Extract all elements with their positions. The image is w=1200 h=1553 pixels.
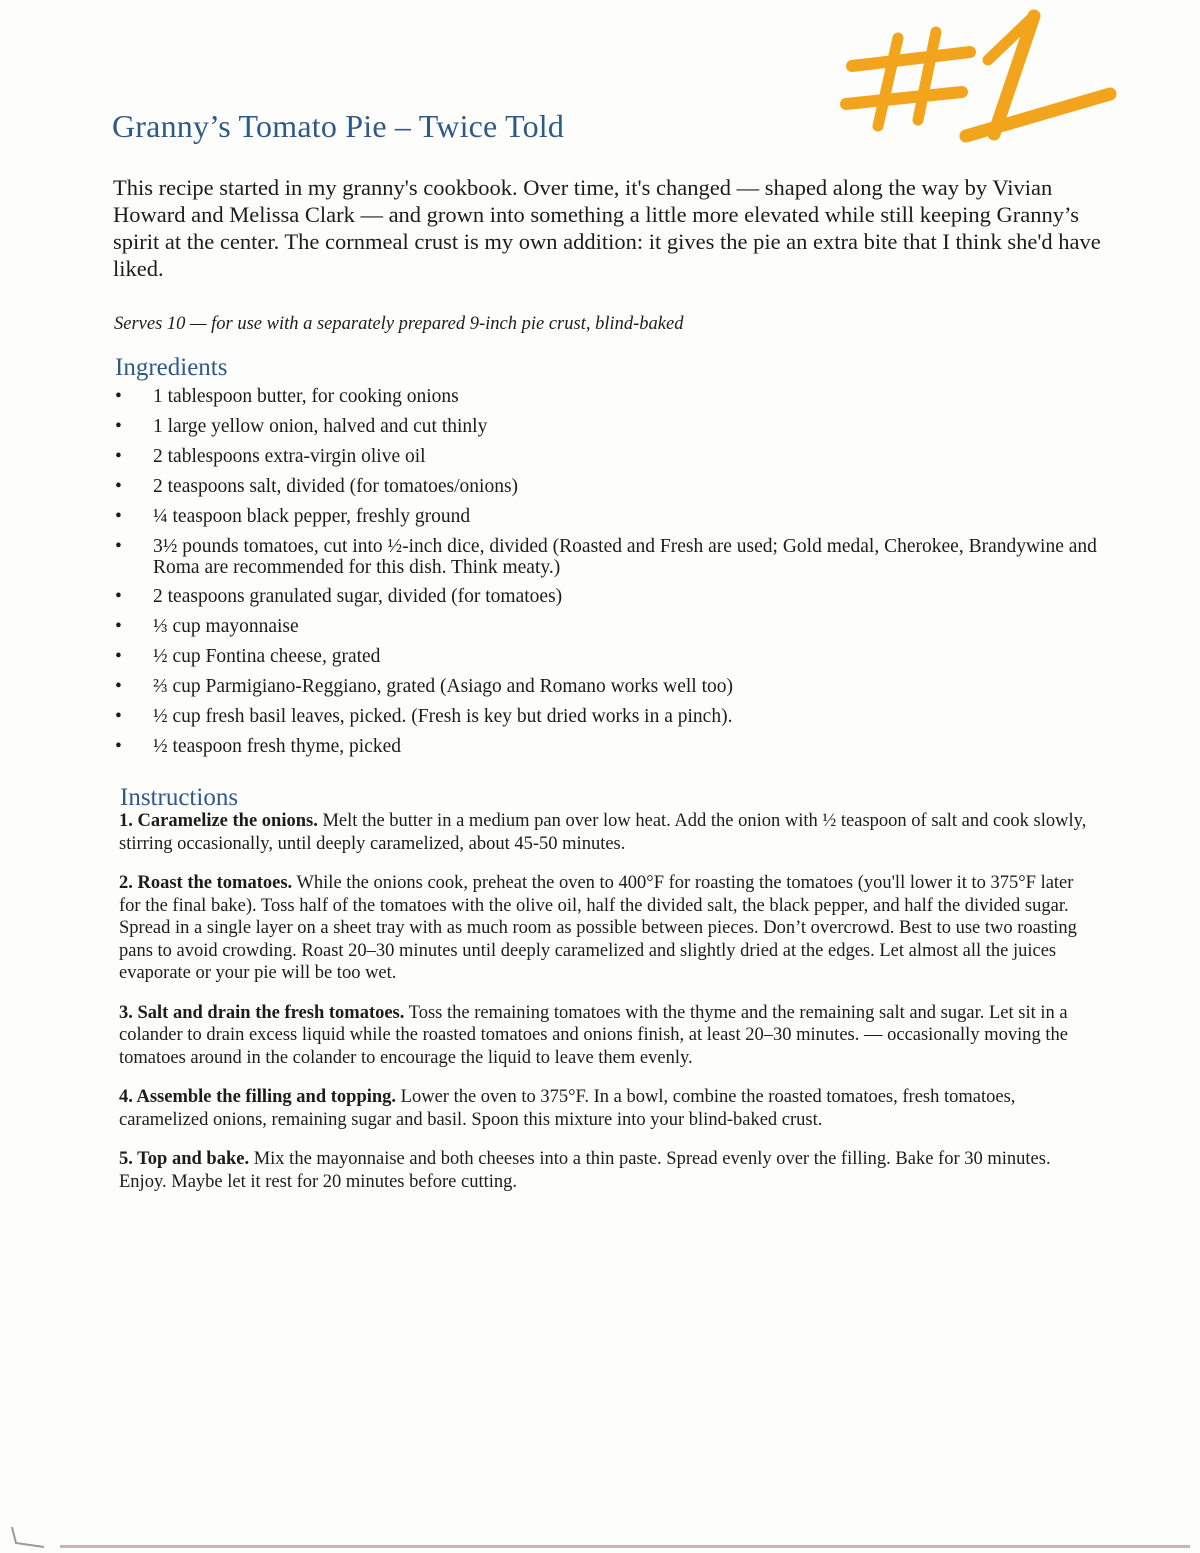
bullet-icon: • (115, 586, 122, 607)
instruction-step (119, 1086, 1099, 1131)
ingredients-list (113, 386, 1098, 766)
ingredient-item (113, 586, 1098, 608)
instruction-step (119, 1148, 1099, 1193)
ingredient-text: ⅔ cup Parmigiano-Reggiano, grated (Asiago and Romano works well too) (153, 676, 734, 697)
bullet-icon: • (115, 676, 122, 697)
ingredient-item (113, 706, 1098, 728)
ingredient-item (113, 416, 1098, 438)
instructions-list (119, 810, 1099, 1210)
bullet-icon: • (115, 706, 122, 727)
step-title: 5. Top and bake. (119, 1149, 250, 1169)
bullet-icon: • (115, 736, 122, 757)
step-title: 1. Caramelize the onions. (119, 811, 318, 831)
step-title: 2. Roast the tomatoes. (119, 873, 293, 893)
step-text: While the onions cook, preheat the oven to 400°F for roasting the tomatoes (you'll lower it to 375°F later for the final bake). Toss half of the tomatoes with the olive oil, half the divided salt, the black pepper, and half the divided sugar. Spread in a single layer on a sheet tray with as much room as possible between pieces. Don’t overcrowd. Best to use two roasting pans to avoid crowding. Roast 20–30 minutes until deeply caramelized and slightly dried at the edges. Let almost all the juices evaporate or your pie will be too wet. (119, 873, 1077, 983)
ingredient-text: 2 teaspoons salt, divided (for tomatoes/onions) (153, 476, 519, 497)
bullet-icon: • (115, 476, 122, 497)
bullet-icon: • (115, 446, 122, 467)
ingredient-text: 1 large yellow onion, halved and cut thinly (153, 416, 488, 437)
bullet-icon: • (115, 506, 122, 527)
step-text: Melt the butter in a medium pan over low heat. Add the onion with ½ teaspoon of salt and cook slowly, stirring occasionally, until deeply caramelized, about 45-50 minutes. (119, 811, 1087, 854)
ingredient-item (113, 736, 1098, 758)
instruction-step (119, 810, 1099, 855)
ingredient-text: ½ cup fresh basil leaves, picked. (Fresh is key but dried works in a pinch). (153, 706, 733, 727)
ingredients-heading: Ingredients (115, 354, 228, 381)
bullet-icon: • (115, 646, 122, 667)
page-bottom-edge (60, 1545, 1190, 1548)
recipe-intro: This recipe started in my granny's cookbook. Over time, it's changed — shaped along the way by Vivian Howard and Melissa Clark — and grown into something a little more elevated while still keeping Granny’s spirit at the center. The cornmeal crust is my own addition: it gives the pie an extra bite that I think she'd have liked. (113, 175, 1101, 281)
ingredient-item (113, 616, 1098, 638)
instruction-step (119, 1002, 1099, 1070)
ingredient-text: 2 tablespoons extra-virgin olive oil (153, 446, 426, 467)
step-text: Mix the mayonnaise and both cheeses into a thin paste. Spread evenly over the filling. Bake for 30 minutes. Enjoy. Maybe let it rest for 20 minutes before cutting. (119, 1149, 1051, 1192)
ingredient-text: 3½ pounds tomatoes, cut into ½-inch dice, divided (Roasted and Fresh are used; Gold medal, Cherokee, Brandywine and Roma are recommended for this dish. Think meaty.) (153, 536, 1097, 578)
bullet-icon: • (115, 386, 122, 407)
ingredient-item (113, 476, 1098, 498)
ingredient-text: ½ teaspoon fresh thyme, picked (153, 736, 402, 757)
step-text: Lower the oven to 375°F. In a bowl, combine the roasted tomatoes, fresh tomatoes, caramelized onions, remaining sugar and basil. Spoon this mixture into your blind-baked crust. (119, 1087, 1016, 1130)
ingredient-text: ⅓ cup mayonnaise (153, 616, 299, 637)
ingredient-text: ¼ teaspoon black pepper, freshly ground (153, 506, 471, 527)
instruction-step (119, 872, 1099, 985)
recipe-title: Granny’s Tomato Pie – Twice Told (112, 108, 565, 144)
ingredient-item (113, 386, 1098, 408)
step-text: Toss the remaining tomatoes with the thyme and the remaining salt and sugar. Let sit in a colander to drain excess liquid while the roasted tomatoes and onions finish, at least 20–30 minutes. — occasionally moving the tomatoes around in the colander to encourage the liquid to leave them evenly. (119, 1002, 1068, 1068)
ingredient-item (113, 676, 1098, 698)
step-title: 3. Salt and drain the fresh tomatoes. (119, 1002, 405, 1023)
ingredient-text: 2 teaspoons granulated sugar, divided (for tomatoes) (153, 586, 563, 607)
ingredient-item (113, 506, 1098, 528)
ingredient-item (113, 446, 1098, 468)
bullet-icon: • (115, 416, 122, 437)
handwritten-number-mark (838, 8, 1128, 148)
ingredient-item (113, 646, 1098, 668)
ingredient-item (113, 536, 1098, 578)
ingredient-text: ½ cup Fontina cheese, grated (153, 646, 381, 667)
scan-corner-mark (6, 1525, 46, 1549)
instructions-heading: Instructions (120, 784, 239, 811)
bullet-icon: • (115, 616, 122, 637)
ingredient-text: 1 tablespoon butter, for cooking onions (153, 386, 459, 407)
bullet-icon: • (115, 536, 122, 557)
step-title: 4. Assemble the filling and topping. (119, 1087, 397, 1107)
serving-note: Serves 10 — for use with a separately prepared 9-inch pie crust, blind-baked (114, 314, 684, 334)
